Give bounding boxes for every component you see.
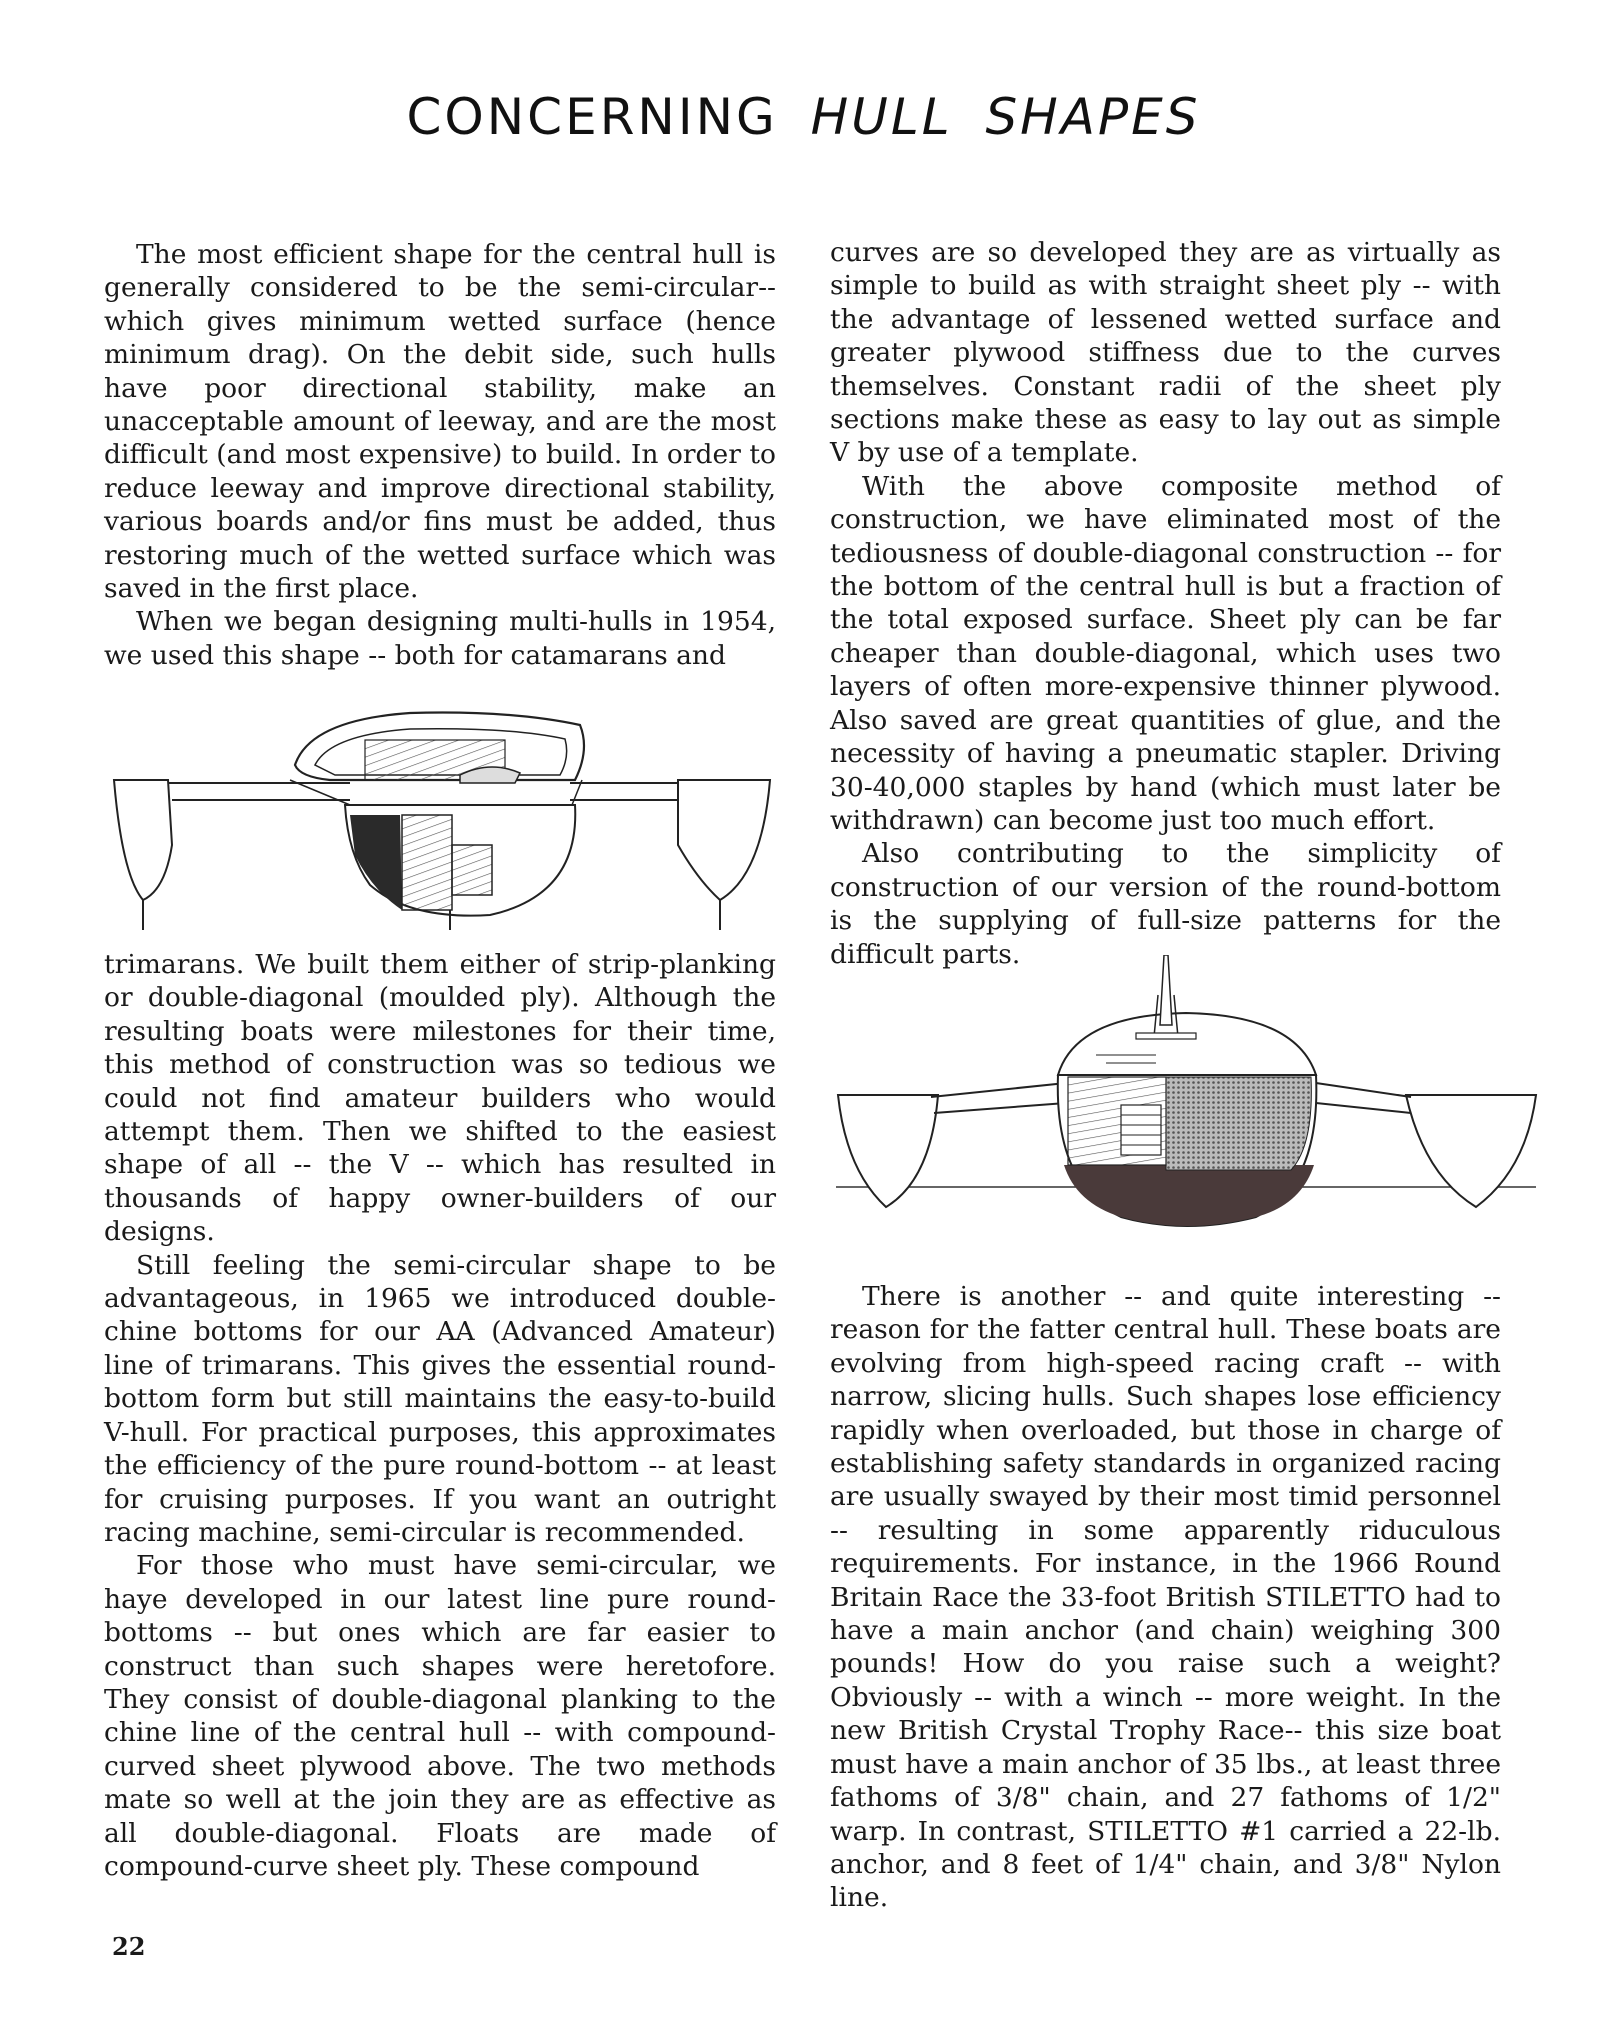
- trimaran-cabin-cross-section-figure: [110, 705, 780, 940]
- paragraph: Still feeling the semi-circular shape to be advantageous, in 1965 we introduced double-chine bottoms for our AA (Advanced Amateur) line of trimarans. This gives the essential round-bottom form but still maintains the easy-to-build V-hull. For practical purposes, this approximates the efficiency of the pure round-bottom -- at least for cruising purposes. If you want an outright racing machine, semi-circular is recommended.: [104, 1249, 776, 1548]
- round-bottom-cross-section-figure: [836, 955, 1542, 1240]
- paragraph: The most efficient shape for the central hull is generally considered to be the semi-circular-- which gives minimum wetted surface (hence minimum drag). On the debit side, such hulls have poor directional stability, make an unacceptable amount of leeway, and are the most difficult (and most expensive) to build. In order to reduce leeway and improve directional stability, various boards and/or fins must be added, thus restoring much of the wetted surface which was saved in the first place.: [104, 239, 776, 605]
- paragraph: With the above composite method of construction, we have eliminated most of the tediousness of double-diagonal construction -- for the bottom of the central hull is but a fraction of the total exposed surface. Sheet ply can be far cheaper than double-diagonal, which uses two layers of often more-expensive thinner plywood. Also saved are great quantities of glue, and the necessity of having a pneumatic stapler. Driving 30-40,000 staples by hand (which must later be withdrawn) can become just too much effort.: [830, 470, 1501, 836]
- paragraph: trimarans. We built them either of strip-planking or double-diagonal (moulded ply). Although the resulting boats were milestones for their time, this method of construction was so tedious we could not find amateur builders who would attempt them. Then we shifted to the easiest shape of all -- the V -- which has resulted in thousands of happy owner-builders of our designs.: [104, 949, 776, 1248]
- paragraph: There is another -- and quite interesting -- reason for the fatter central hull. These boats are evolving from high-speed racing craft -- with narrow, slicing hulls. Such shapes lose efficiency rapidly when overloaded, but those in charge of establishing safety standards in organized racing are usually swayed by their most timid personnel -- resulting in some apparently riduculous requirements. For instance, in the 1966 Round Britain Race the 33-foot British STILETTO had to have a main anchor (and chain) weighing 300 pounds! How do you raise such a weight? Obviously -- with a winch -- more weight. In the new British Crystal Trophy Race-- this size boat must have a main anchor of 35 lbs., at least three fathoms of 3/8" chain, and 27 fathoms of 1/2" warp. In contrast, STILETTO #1 carried a 22-lb. anchor, and 8 feet of 1/4" chain, and 3/8" Nylon line.: [830, 1281, 1501, 1914]
- right-column-bottom: [830, 1280, 1501, 1915]
- paragraph: curves are so developed they are as virtually as simple to build as with straight sheet ply -- with the advantage of lessened wetted surface and greater plywood stiffness due to the curves themselves. Constant radii of the sheet ply sections make these as easy to lay out as simple V by use of a template.: [830, 237, 1501, 469]
- page-title: [0, 88, 1607, 146]
- paragraph: For those who must have semi-circular, we haye developed in our latest line pure round-bottoms -- but ones which are far easier to construct than such shapes were heretofore. They consist of double-diagonal planking to the chine line of the central hull -- with compound-curved sheet plywood above. The two methods mate so well at the join they are as effective as all double-diagonal. Floats are made of compound-curve sheet ply. These compound: [104, 1550, 776, 1882]
- left-column-bottom: [104, 948, 776, 1883]
- title-words-hull-shapes: HULL SHAPES: [810, 88, 1201, 146]
- paragraph: When we began designing multi-hulls in 1954, we used this shape -- both for catamarans and: [104, 606, 776, 671]
- paragraph: Also contributing to the simplicity of construction of our version of the round-bottom is the supplying of full-size patterns for the difficult parts.: [830, 838, 1501, 970]
- page-number: 22: [112, 1932, 146, 1961]
- title-word-concerning: CONCERNING: [406, 88, 778, 146]
- right-column-top: [830, 236, 1501, 971]
- left-column-top: [104, 238, 776, 672]
